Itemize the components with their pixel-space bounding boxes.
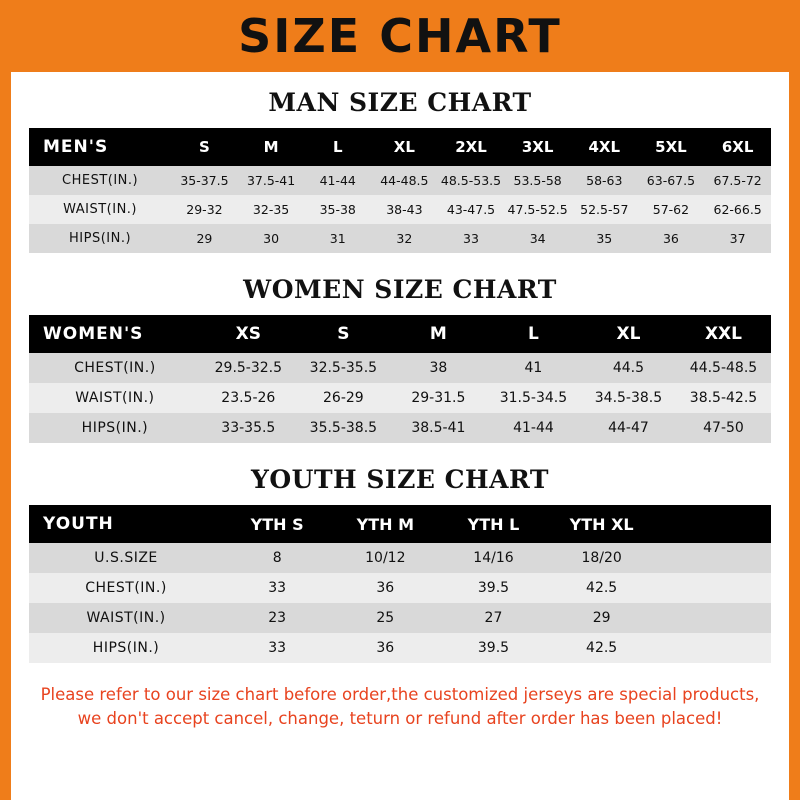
youth-header-cell-4: YTH XL bbox=[548, 505, 656, 543]
women-row2-cell2: 35.5-38.5 bbox=[296, 413, 391, 443]
man-header-cell-6: 3XL bbox=[504, 128, 571, 166]
man-row1-cell2: 32-35 bbox=[238, 195, 305, 224]
youth-header-cell-0: YOUTH bbox=[29, 505, 223, 543]
man-table-header bbox=[29, 128, 771, 166]
women-row0-cell4: 41 bbox=[486, 353, 581, 383]
man-row2-cell9: 37 bbox=[704, 224, 771, 253]
man-row0-cell2: 37.5-41 bbox=[238, 166, 305, 195]
man-row2-cell0: HIPS(IN.) bbox=[29, 224, 171, 253]
women-row0-cell2: 32.5-35.5 bbox=[296, 353, 391, 383]
chart-content bbox=[11, 72, 789, 800]
man-row2-cell1: 29 bbox=[171, 224, 238, 253]
man-row0-cell6: 53.5-58 bbox=[504, 166, 571, 195]
table-row bbox=[29, 224, 771, 253]
man-header-cell-8: 5XL bbox=[638, 128, 705, 166]
youth-row0-cell4: 18/20 bbox=[548, 543, 656, 573]
table-header-row bbox=[29, 128, 771, 166]
women-table-body bbox=[29, 353, 771, 443]
youth-row1-spacer bbox=[656, 573, 771, 603]
man-row1-cell9: 62-66.5 bbox=[704, 195, 771, 224]
man-row1-cell1: 29-32 bbox=[171, 195, 238, 224]
man-row1-cell6: 47.5-52.5 bbox=[504, 195, 571, 224]
page-banner bbox=[0, 0, 800, 72]
man-row2-cell4: 32 bbox=[371, 224, 438, 253]
man-header-cell-7: 4XL bbox=[571, 128, 638, 166]
man-header-cell-4: XL bbox=[371, 128, 438, 166]
women-row0-cell0: CHEST(IN.) bbox=[29, 353, 201, 383]
man-row2-cell3: 31 bbox=[304, 224, 371, 253]
man-table-body bbox=[29, 166, 771, 253]
table-row bbox=[29, 195, 771, 224]
women-row0-cell1: 29.5-32.5 bbox=[201, 353, 296, 383]
youth-row3-cell1: 33 bbox=[223, 633, 331, 663]
order-notice-line-1: Please refer to our size chart before order,the customized jerseys are special products, bbox=[40, 685, 760, 704]
man-row2-cell2: 30 bbox=[238, 224, 305, 253]
youth-row1-cell3: 39.5 bbox=[439, 573, 547, 603]
man-row1-cell4: 38-43 bbox=[371, 195, 438, 224]
youth-row0-cell2: 10/12 bbox=[331, 543, 439, 573]
man-row0-cell5: 48.5-53.5 bbox=[438, 166, 505, 195]
table-header-row bbox=[29, 505, 771, 543]
women-row2-cell4: 41-44 bbox=[486, 413, 581, 443]
youth-row2-spacer bbox=[656, 603, 771, 633]
man-header-cell-1: S bbox=[171, 128, 238, 166]
order-notice-line-2: we don't accept cancel, change, teturn or refund after order has been placed! bbox=[77, 708, 723, 728]
women-row1-cell3: 29-31.5 bbox=[391, 383, 486, 413]
youth-row3-cell4: 42.5 bbox=[548, 633, 656, 663]
youth-row2-cell3: 27 bbox=[439, 603, 547, 633]
youth-row1-cell4: 42.5 bbox=[548, 573, 656, 603]
man-row0-cell1: 35-37.5 bbox=[171, 166, 238, 195]
women-size-table bbox=[29, 315, 771, 443]
youth-header-cell-3: YTH L bbox=[439, 505, 547, 543]
women-header-cell-1: XS bbox=[201, 315, 296, 353]
table-row bbox=[29, 413, 771, 443]
man-section-title: MAN SIZE CHART bbox=[268, 88, 532, 117]
man-size-table bbox=[29, 128, 771, 253]
women-row1-cell4: 31.5-34.5 bbox=[486, 383, 581, 413]
man-row0-cell3: 41-44 bbox=[304, 166, 371, 195]
man-header-cell-0: MEN'S bbox=[29, 128, 171, 166]
man-row1-cell7: 52.5-57 bbox=[571, 195, 638, 224]
women-row1-cell1: 23.5-26 bbox=[201, 383, 296, 413]
table-row bbox=[29, 543, 771, 573]
women-header-cell-0: WOMEN'S bbox=[29, 315, 201, 353]
man-row2-cell6: 34 bbox=[504, 224, 571, 253]
youth-row2-cell1: 23 bbox=[223, 603, 331, 633]
women-table-header bbox=[29, 315, 771, 353]
women-section-title: WOMEN SIZE CHART bbox=[243, 275, 557, 304]
youth-row3-cell0: HIPS(IN.) bbox=[29, 633, 223, 663]
man-header-cell-2: M bbox=[238, 128, 305, 166]
page-title: SIZE CHART bbox=[238, 9, 562, 63]
youth-row3-cell3: 39.5 bbox=[439, 633, 547, 663]
women-row0-cell6: 44.5-48.5 bbox=[676, 353, 771, 383]
man-row0-cell0: CHEST(IN.) bbox=[29, 166, 171, 195]
man-row1-cell8: 57-62 bbox=[638, 195, 705, 224]
youth-header-cell-2: YTH M bbox=[331, 505, 439, 543]
women-row2-cell1: 33-35.5 bbox=[201, 413, 296, 443]
table-row bbox=[29, 353, 771, 383]
women-header-cell-6: XXL bbox=[676, 315, 771, 353]
youth-size-table bbox=[29, 505, 771, 663]
man-row1-cell3: 35-38 bbox=[304, 195, 371, 224]
table-row bbox=[29, 573, 771, 603]
man-header-cell-9: 6XL bbox=[704, 128, 771, 166]
women-header-cell-4: L bbox=[486, 315, 581, 353]
women-row2-cell0: HIPS(IN.) bbox=[29, 413, 201, 443]
table-row bbox=[29, 603, 771, 633]
man-row0-cell4: 44-48.5 bbox=[371, 166, 438, 195]
women-row2-cell3: 38.5-41 bbox=[391, 413, 486, 443]
man-header-cell-3: L bbox=[304, 128, 371, 166]
women-row1-cell0: WAIST(IN.) bbox=[29, 383, 201, 413]
youth-row2-cell2: 25 bbox=[331, 603, 439, 633]
women-row1-cell6: 38.5-42.5 bbox=[676, 383, 771, 413]
youth-header-spacer bbox=[656, 505, 771, 543]
women-row1-cell2: 26-29 bbox=[296, 383, 391, 413]
man-row1-cell0: WAIST(IN.) bbox=[29, 195, 171, 224]
table-row bbox=[29, 383, 771, 413]
man-row2-cell5: 33 bbox=[438, 224, 505, 253]
youth-row2-cell4: 29 bbox=[548, 603, 656, 633]
man-row1-cell5: 43-47.5 bbox=[438, 195, 505, 224]
women-row1-cell5: 34.5-38.5 bbox=[581, 383, 676, 413]
man-row0-cell7: 58-63 bbox=[571, 166, 638, 195]
youth-row1-cell0: CHEST(IN.) bbox=[29, 573, 223, 603]
youth-header-cell-1: YTH S bbox=[223, 505, 331, 543]
women-header-cell-2: S bbox=[296, 315, 391, 353]
man-header-cell-5: 2XL bbox=[438, 128, 505, 166]
table-row bbox=[29, 633, 771, 663]
youth-row0-cell3: 14/16 bbox=[439, 543, 547, 573]
youth-row0-spacer bbox=[656, 543, 771, 573]
women-row2-cell5: 44-47 bbox=[581, 413, 676, 443]
youth-row0-cell1: 8 bbox=[223, 543, 331, 573]
table-row bbox=[29, 166, 771, 195]
table-header-row bbox=[29, 315, 771, 353]
youth-row0-cell0: U.S.SIZE bbox=[29, 543, 223, 573]
youth-row1-cell2: 36 bbox=[331, 573, 439, 603]
youth-table-body bbox=[29, 543, 771, 663]
man-row0-cell9: 67.5-72 bbox=[704, 166, 771, 195]
man-row2-cell7: 35 bbox=[571, 224, 638, 253]
order-notice bbox=[29, 683, 771, 731]
women-header-cell-3: M bbox=[391, 315, 486, 353]
youth-row2-cell0: WAIST(IN.) bbox=[29, 603, 223, 633]
youth-row3-cell2: 36 bbox=[331, 633, 439, 663]
women-header-cell-5: XL bbox=[581, 315, 676, 353]
youth-row1-cell1: 33 bbox=[223, 573, 331, 603]
man-row2-cell8: 36 bbox=[638, 224, 705, 253]
man-row0-cell8: 63-67.5 bbox=[638, 166, 705, 195]
women-row0-cell3: 38 bbox=[391, 353, 486, 383]
women-row0-cell5: 44.5 bbox=[581, 353, 676, 383]
women-row2-cell6: 47-50 bbox=[676, 413, 771, 443]
youth-table-header bbox=[29, 505, 771, 543]
youth-row3-spacer bbox=[656, 633, 771, 663]
youth-section-title: YOUTH SIZE CHART bbox=[251, 465, 549, 494]
